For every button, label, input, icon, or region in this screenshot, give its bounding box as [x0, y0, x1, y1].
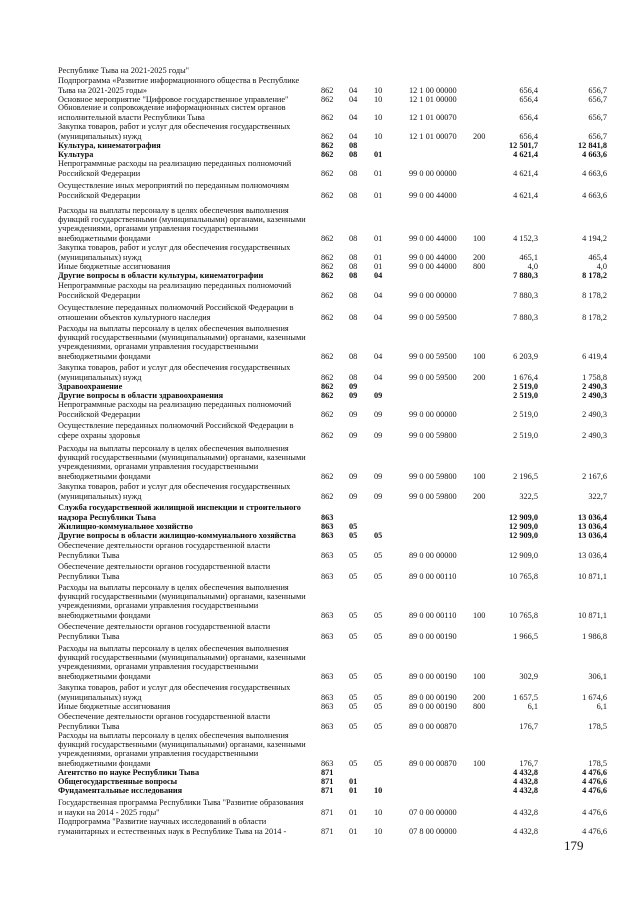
- ministry-code: 862: [321, 261, 334, 271]
- target-article-code: 89 0 00 00190: [409, 671, 457, 681]
- ministry-code: 862: [321, 471, 334, 481]
- subsection-code: 05: [374, 701, 383, 711]
- ministry-code: 863: [321, 571, 334, 581]
- ministry-code: 863: [321, 721, 334, 731]
- ministry-code: 863: [321, 758, 334, 768]
- row-name: Общегосударственные вопросы: [58, 776, 178, 786]
- row-name: Непрограммные расходы на реализацию переданных полномочий Российской Федерации: [58, 400, 292, 419]
- amount-year-1: 4 152,3: [513, 233, 538, 243]
- table-row: [0, 550, 639, 581]
- target-article-code: 99 0 00 59800: [409, 491, 457, 501]
- row-name: Другие вопросы в области культуры, кинематографии: [58, 270, 264, 280]
- subsection-code: 09: [374, 471, 383, 481]
- amount-year-1: 4 432,8: [513, 767, 538, 777]
- section-code: 08: [349, 261, 358, 271]
- section-code: 08: [349, 290, 358, 300]
- amount-year-1: 12 501,7: [508, 140, 538, 150]
- ministry-code: 863: [321, 671, 334, 681]
- row-name: Расходы на выплаты персоналу в целях обеспечения выполнения функций государственными (муниципальными) органами, казенными учреждениями, органами управления государственными внебюджетными фондами: [58, 323, 306, 361]
- target-article-code: 12 1 00 00000: [409, 85, 457, 95]
- row-name: Непрограммные расходы на реализацию переданных полномочий Российской Федерации: [58, 159, 292, 178]
- section-code: 09: [349, 491, 358, 501]
- target-article-code: 99 0 00 59500: [409, 312, 457, 322]
- expense-type-code: 200: [473, 692, 486, 702]
- section-code: 04: [349, 94, 358, 104]
- row-name: Расходы на выплаты персоналу в целях обеспечения выполнения функций государственными (муниципальными) органами, казенными учреждениями, органами управления государственными внебюджетными фондами: [58, 443, 306, 481]
- row-name: Государственная программа Республики Тыва "Развитие образования и науки на 2014 - 2025 годы": [58, 798, 304, 817]
- subsection-code: 10: [374, 94, 383, 104]
- ministry-code: 863: [321, 631, 334, 641]
- ministry-code: 862: [321, 390, 334, 400]
- subsection-code: 01: [374, 149, 383, 159]
- section-code: 09: [349, 471, 358, 481]
- row-name: Расходы на выплаты персоналу в целях обеспечения выполнения функций государственными (муниципальными) органами, казенными учреждениями, органами управления государственными внебюджетными фондами: [58, 582, 306, 620]
- target-article-code: 89 0 00 00110: [409, 571, 457, 581]
- target-article-code: 07 8 00 00000: [409, 826, 457, 836]
- ministry-code: 862: [321, 131, 334, 141]
- section-code: 05: [349, 631, 358, 641]
- ministry-code: 862: [321, 252, 334, 262]
- row-name: Иные бюджетные ассигнования: [58, 261, 171, 271]
- amount-year-1: 176,7: [519, 758, 538, 768]
- target-article-code: 99 0 00 00000: [409, 290, 457, 300]
- expense-type-code: 200: [473, 131, 486, 141]
- target-article-code: 89 0 00 00000: [409, 550, 457, 560]
- section-code: 05: [349, 721, 358, 731]
- amount-year-2: 178,5: [588, 758, 607, 768]
- row-name: Основное мероприятие "Цифровое государственное управление": [58, 94, 289, 104]
- amount-year-1: 465,1: [519, 252, 538, 262]
- row-name: Осуществление переданных полномочий Российской Федерации в отношении объектов культурного наследия: [58, 303, 294, 322]
- section-code: 05: [349, 550, 358, 560]
- row-name: Жилищно-коммунальное хозяйство: [58, 521, 193, 531]
- subsection-code: 05: [374, 610, 383, 620]
- row-name: Закупка товаров, работ и услуг для обеспечения государственных (муниципальных) нужд: [58, 363, 291, 382]
- target-article-code: 07 0 00 00000: [409, 807, 457, 817]
- amount-year-2: 1 986,8: [582, 631, 607, 641]
- expense-type-code: 800: [473, 701, 486, 711]
- amount-year-2: 306,1: [588, 671, 607, 681]
- expense-type-code: 200: [473, 252, 486, 262]
- expense-type-code: 100: [473, 471, 486, 481]
- amount-year-2: 12 841,8: [577, 140, 607, 150]
- ministry-code: 862: [321, 168, 334, 178]
- section-code: 08: [349, 149, 358, 159]
- amount-year-2: 2 490,3: [582, 430, 607, 440]
- amount-year-1: 10 765,8: [508, 571, 538, 581]
- row-name: Агентство по науке Республики Тыва: [58, 767, 200, 777]
- expense-type-code: 100: [473, 233, 486, 243]
- amount-year-2: 465,4: [588, 252, 607, 262]
- target-article-code: 99 0 00 00000: [409, 168, 457, 178]
- subsection-code: 10: [374, 826, 383, 836]
- expense-type-code: 800: [473, 261, 486, 271]
- subsection-code: 10: [374, 807, 383, 817]
- amount-year-1: 302,9: [519, 671, 538, 681]
- section-code: 08: [349, 372, 358, 382]
- section-code: 08: [349, 270, 358, 280]
- ministry-code: 863: [321, 521, 334, 531]
- expense-type-code: 200: [473, 372, 486, 382]
- ministry-code: 862: [321, 112, 334, 122]
- ministry-code: 863: [321, 692, 334, 702]
- page-number: 179: [564, 838, 584, 853]
- ministry-code: 862: [321, 430, 334, 440]
- amount-year-2: 656,7: [588, 85, 607, 95]
- amount-year-1: 4 621,4: [513, 168, 538, 178]
- subsection-code: 09: [374, 390, 383, 400]
- section-code: 01: [349, 785, 358, 795]
- target-article-code: 99 0 00 44000: [409, 190, 457, 200]
- section-code: 05: [349, 701, 358, 711]
- subsection-code: 10: [374, 785, 383, 795]
- amount-year-2: 656,7: [588, 131, 607, 141]
- section-code: 05: [349, 571, 358, 581]
- amount-year-2: 322,7: [588, 491, 607, 501]
- amount-year-2: 4 663,6: [582, 190, 607, 200]
- amount-year-1: 2 519,0: [513, 390, 538, 400]
- subsection-code: 05: [374, 671, 383, 681]
- row-name: Расходы на выплаты персоналу в целях обеспечения выполнения функций государственными (муниципальными) органами, казенными учреждениями, органами управления государственными внебюджетными фондами: [58, 643, 306, 681]
- amount-year-2: 4 476,6: [582, 776, 607, 786]
- ministry-code: 863: [321, 701, 334, 711]
- row-name: Непрограммные расходы на реализацию переданных полномочий Российской Федерации: [58, 281, 292, 300]
- ministry-code: 862: [321, 290, 334, 300]
- expense-type-code: 100: [473, 351, 486, 361]
- row-name: Служба государственной жилищной инспекции и строительного надзора Республики Тыва: [58, 503, 301, 522]
- target-article-code: 99 0 00 59800: [409, 471, 457, 481]
- row-name: Закупка товаров, работ и услуг для обеспечения государственных (муниципальных) нужд: [58, 243, 291, 262]
- table-row: [0, 808, 639, 836]
- amount-year-1: 12 909,0: [508, 521, 538, 531]
- amount-year-2: 4 476,6: [582, 767, 607, 777]
- amount-year-2: 4 194,2: [582, 233, 607, 243]
- section-code: 05: [349, 671, 358, 681]
- row-name: Осуществление иных мероприятий по переданным полномочиям Российской Федерации: [58, 181, 290, 200]
- amount-year-1: 6 203,9: [513, 351, 538, 361]
- amount-year-2: 6 419,4: [582, 351, 607, 361]
- amount-year-2: 4,0: [596, 261, 607, 271]
- amount-year-2: 178,5: [588, 721, 607, 731]
- row-name: Иные бюджетные ассигнования: [58, 701, 171, 711]
- subsection-code: 01: [374, 261, 383, 271]
- subsection-code: 04: [374, 290, 383, 300]
- amount-year-1: 12 909,0: [508, 530, 538, 540]
- amount-year-1: 4 432,8: [513, 807, 538, 817]
- amount-year-1: 2 519,0: [513, 409, 538, 419]
- amount-year-2: 6,1: [596, 701, 607, 711]
- target-article-code: 89 0 00 00110: [409, 610, 457, 620]
- subsection-code: 05: [374, 631, 383, 641]
- subsection-code: 09: [374, 491, 383, 501]
- amount-year-2: 10 871,1: [577, 571, 607, 581]
- target-article-code: 89 0 00 00190: [409, 701, 457, 711]
- ministry-code: 871: [321, 767, 334, 777]
- amount-year-1: 2 519,0: [513, 381, 538, 391]
- target-article-code: 12 1 01 00070: [409, 131, 457, 141]
- expense-type-code: 100: [473, 758, 486, 768]
- row-name: Обеспечение деятельности органов государственной власти Республики Тыва: [58, 541, 271, 560]
- amount-year-1: 4 432,8: [513, 785, 538, 795]
- row-name: Закупка товаров, работ и услуг для обеспечения государственных (муниципальных) нужд: [58, 482, 291, 501]
- ministry-code: 871: [321, 826, 334, 836]
- section-code: 05: [349, 758, 358, 768]
- section-code: 09: [349, 430, 358, 440]
- row-name: Расходы на выплаты персоналу в целях обеспечения выполнения функций государственными (муниципальными) органами, казенными учреждениями, органами управления государственными внебюджетными фондами: [58, 730, 306, 768]
- section-code: 08: [349, 351, 358, 361]
- amount-year-2: 1 674,6: [582, 692, 607, 702]
- section-code: 09: [349, 381, 358, 391]
- amount-year-1: 4 432,8: [513, 826, 538, 836]
- row-name: Осуществление переданных полномочий Российской Федерации в сфере охраны здоровья: [58, 421, 294, 440]
- amount-year-2: 4 663,6: [582, 168, 607, 178]
- subsection-code: 09: [374, 409, 383, 419]
- amount-year-2: 2 490,3: [582, 381, 607, 391]
- amount-year-2: 13 036,4: [577, 550, 607, 560]
- ministry-code: 862: [321, 491, 334, 501]
- subsection-code: 10: [374, 85, 383, 95]
- amount-year-1: 656,4: [519, 112, 538, 122]
- subsection-code: 01: [374, 252, 383, 262]
- ministry-code: 862: [321, 381, 334, 391]
- ministry-code: 862: [321, 140, 334, 150]
- subsection-code: 05: [374, 571, 383, 581]
- amount-year-2: 8 178,2: [582, 290, 607, 300]
- section-code: 01: [349, 807, 358, 817]
- subsection-code: 04: [374, 372, 383, 382]
- amount-year-2: 2 167,6: [582, 471, 607, 481]
- section-code: 05: [349, 692, 358, 702]
- row-name: Фундаментальные исследования: [58, 785, 183, 795]
- amount-year-1: 176,7: [519, 721, 538, 731]
- amount-year-2: 2 490,3: [582, 390, 607, 400]
- amount-year-2: 13 036,4: [577, 512, 607, 522]
- ministry-code: 863: [321, 610, 334, 620]
- section-code: 05: [349, 530, 358, 540]
- section-code: 09: [349, 409, 358, 419]
- subsection-code: 05: [374, 692, 383, 702]
- ministry-code: 862: [321, 409, 334, 419]
- subsection-code: 09: [374, 430, 383, 440]
- subsection-code: 01: [374, 233, 383, 243]
- row-name: Культура: [58, 149, 94, 159]
- row-name: Закупка товаров, работ и услуг для обеспечения государственных (муниципальных) нужд: [58, 122, 291, 141]
- section-code: 08: [349, 312, 358, 322]
- section-code: 05: [349, 521, 358, 531]
- section-code: 08: [349, 168, 358, 178]
- amount-year-1: 4 432,8: [513, 776, 538, 786]
- section-code: 08: [349, 233, 358, 243]
- table-row: [0, 172, 639, 200]
- ministry-code: 862: [321, 372, 334, 382]
- amount-year-1: 2 519,0: [513, 430, 538, 440]
- amount-year-1: 1 657,5: [513, 692, 538, 702]
- amount-year-1: 4 621,4: [513, 190, 538, 200]
- ministry-code: 862: [321, 149, 334, 159]
- target-article-code: 99 0 00 59500: [409, 351, 457, 361]
- row-name: Расходы на выплаты персоналу в целях обеспечения выполнения функций государственными (муниципальными) органами, казенными учреждениями, органами управления государственными внебюджетными фондами: [58, 205, 306, 243]
- subsection-code: 01: [374, 168, 383, 178]
- subsection-code: 01: [374, 190, 383, 200]
- ministry-code: 863: [321, 530, 334, 540]
- ministry-code: 871: [321, 807, 334, 817]
- amount-year-1: 1 676,4: [513, 372, 538, 382]
- amount-year-1: 7 880,3: [513, 290, 538, 300]
- subsection-code: 05: [374, 530, 383, 540]
- ministry-code: 862: [321, 190, 334, 200]
- amount-year-1: 656,4: [519, 94, 538, 104]
- amount-year-1: 656,4: [519, 85, 538, 95]
- subsection-code: 04: [374, 270, 383, 280]
- amount-year-1: 4,0: [527, 261, 538, 271]
- table-row: [0, 610, 639, 641]
- ministry-code: 863: [321, 550, 334, 560]
- target-article-code: 99 0 00 59800: [409, 430, 457, 440]
- subsection-code: 10: [374, 112, 383, 122]
- target-article-code: 12 1 01 00070: [409, 112, 457, 122]
- amount-year-2: 13 036,4: [577, 530, 607, 540]
- ministry-code: 862: [321, 270, 334, 280]
- expense-type-code: 200: [473, 491, 486, 501]
- amount-year-1: 1 966,5: [513, 631, 538, 641]
- ministry-code: 862: [321, 233, 334, 243]
- ministry-code: 871: [321, 776, 334, 786]
- amount-year-2: 4 476,6: [582, 807, 607, 817]
- amount-year-1: 6,1: [527, 701, 538, 711]
- section-code: 08: [349, 190, 358, 200]
- amount-year-2: 13 036,4: [577, 521, 607, 531]
- target-article-code: 89 0 00 00870: [409, 758, 457, 768]
- target-article-code: 12 1 01 00000: [409, 94, 457, 104]
- section-code: 09: [349, 390, 358, 400]
- subsection-code: 04: [374, 351, 383, 361]
- row-name: Обновление и сопровождение информационных систем органов исполнительной власти Республики Тыва: [58, 103, 286, 122]
- amount-year-2: 8 178,2: [582, 270, 607, 280]
- row-name: Закупка товаров, работ и услуг для обеспечения государственных (муниципальных) нужд: [58, 683, 291, 702]
- ministry-code: 862: [321, 94, 334, 104]
- amount-year-2: 4 476,6: [582, 785, 607, 795]
- amount-year-1: 322,5: [519, 491, 538, 501]
- amount-year-1: 7 880,3: [513, 312, 538, 322]
- amount-year-2: 8 178,2: [582, 312, 607, 322]
- ministry-code: 863: [321, 512, 334, 522]
- section-code: 01: [349, 776, 358, 786]
- target-article-code: 99 0 00 59500: [409, 372, 457, 382]
- amount-year-2: 1 758,8: [582, 372, 607, 382]
- expense-type-code: 100: [473, 671, 486, 681]
- ministry-code: 862: [321, 85, 334, 95]
- row-name: Другие вопросы в области здравоохранения: [58, 390, 224, 400]
- target-article-code: 99 0 00 44000: [409, 252, 457, 262]
- target-article-code: 99 0 00 44000: [409, 233, 457, 243]
- expense-type-code: 100: [473, 610, 486, 620]
- table-row: [0, 294, 639, 322]
- amount-year-2: 2 490,3: [582, 409, 607, 419]
- target-article-code: 99 0 00 44000: [409, 261, 457, 271]
- amount-year-1: 7 880,3: [513, 270, 538, 280]
- row-name: Другие вопросы в области жилищно-коммунального хозяйства: [58, 530, 296, 540]
- section-code: 04: [349, 85, 358, 95]
- row-name: Культура, кинематография: [58, 140, 161, 150]
- amount-year-1: 12 909,0: [508, 512, 538, 522]
- amount-year-2: 10 871,1: [577, 610, 607, 620]
- row-name: Республике Тыва на 2021-2025 годы": [58, 65, 190, 75]
- target-article-code: 89 0 00 00190: [409, 692, 457, 702]
- target-article-code: 89 0 00 00190: [409, 631, 457, 641]
- target-article-code: 89 0 00 00870: [409, 721, 457, 731]
- amount-year-2: 4 663,6: [582, 149, 607, 159]
- row-name: Здравоохранение: [58, 381, 123, 391]
- row-name: Обеспечение деятельности органов государственной власти Республики Тыва: [58, 712, 271, 731]
- amount-year-2: 656,7: [588, 94, 607, 104]
- subsection-code: 10: [374, 131, 383, 141]
- section-code: 04: [349, 131, 358, 141]
- amount-year-1: 656,4: [519, 131, 538, 141]
- amount-year-1: 10 765,8: [508, 610, 538, 620]
- row-name: Обеспечение деятельности органов государственной власти Республики Тыва: [58, 562, 271, 581]
- subsection-code: 05: [374, 550, 383, 560]
- subsection-code: 05: [374, 758, 383, 768]
- section-code: 04: [349, 112, 358, 122]
- ministry-code: 862: [321, 351, 334, 361]
- row-name: Обеспечение деятельности органов государственной власти Республики Тыва: [58, 622, 271, 641]
- ministry-code: 862: [321, 312, 334, 322]
- amount-year-1: 4 621,4: [513, 149, 538, 159]
- section-code: 08: [349, 140, 358, 150]
- amount-year-1: 12 909,0: [508, 550, 538, 560]
- section-code: 08: [349, 252, 358, 262]
- target-article-code: 99 0 00 00000: [409, 409, 457, 419]
- subsection-code: 05: [374, 721, 383, 731]
- subsection-code: 04: [374, 312, 383, 322]
- table-row: [0, 703, 639, 731]
- section-code: 05: [349, 610, 358, 620]
- amount-year-2: 4 476,6: [582, 826, 607, 836]
- row-name: Подпрограмма "Развитие научных исследований в области гуманитарных и естественных наук в Республике Тыва на 2014 -: [58, 817, 287, 836]
- section-code: 01: [349, 826, 358, 836]
- ministry-code: 871: [321, 785, 334, 795]
- amount-year-1: 2 196,5: [513, 471, 538, 481]
- row-name: Подпрограмма «Развитие информационного общества в Республике Тыва на 2021-2025 годы»: [58, 76, 300, 95]
- amount-year-2: 656,7: [588, 112, 607, 122]
